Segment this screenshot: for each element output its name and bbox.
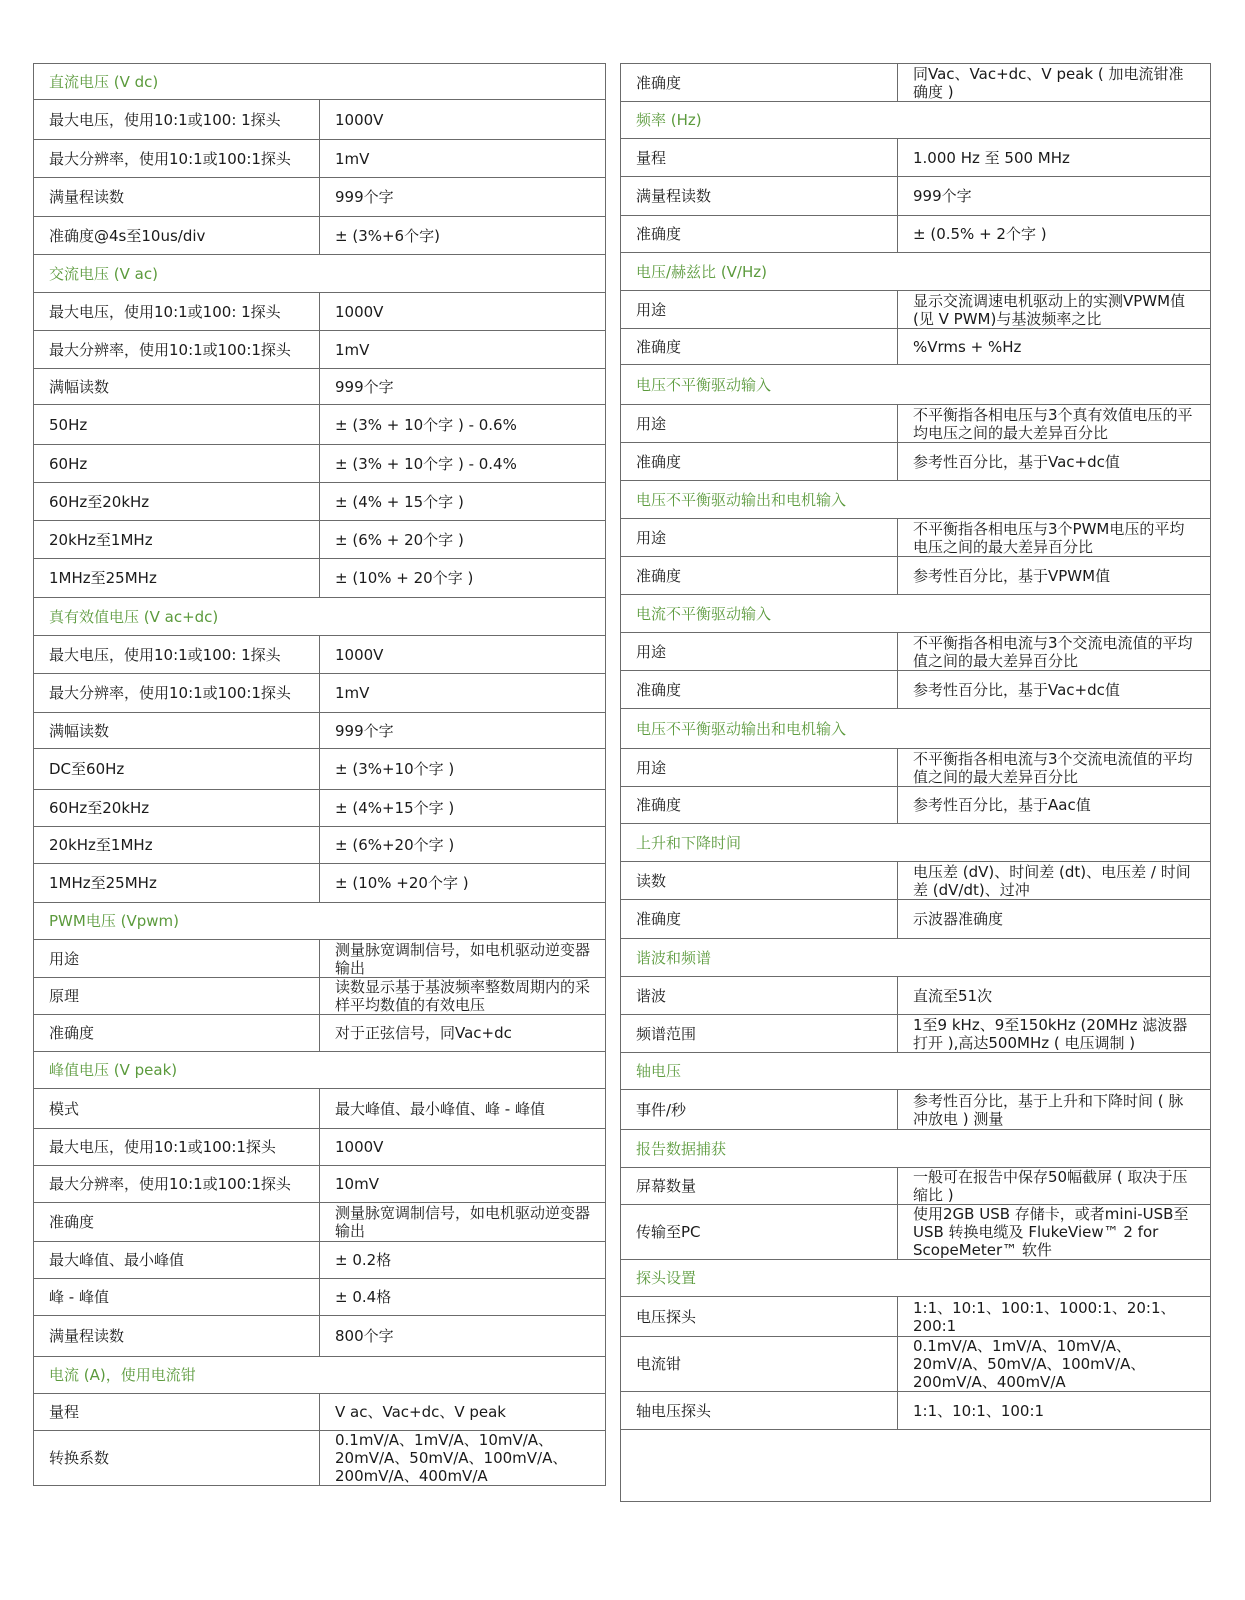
- spec-value: 不平衡指各相电压与3个真有效值电压的平均电压之间的最大差异百分比: [898, 405, 1211, 443]
- spec-value: 参考性百分比，基于Vac+dc值: [898, 671, 1211, 709]
- spec-value: ± (10% + 20个字 ): [320, 559, 606, 598]
- spec-label: 准确度: [621, 329, 898, 365]
- spec-label: 60Hz至20kHz: [34, 790, 320, 827]
- spec-value: 0.1mV/A、1mV/A、10mV/A、20mV/A、50mV/A、100mV/A、200mV/A、400mV/A: [320, 1431, 606, 1486]
- spec-label: 满幅读数: [34, 713, 320, 749]
- spec-value: 1:1、10:1、100:1、1000:1、20:1、200:1: [898, 1297, 1211, 1337]
- spec-label: 20kHz至1MHz: [34, 521, 320, 559]
- spec-table-right: [620, 63, 1211, 1502]
- spec-row: [34, 331, 606, 369]
- spec-row: [621, 443, 1211, 481]
- spec-row: [34, 1203, 606, 1242]
- spec-value: 读数显示基于基波频率整数周期内的采样平均数值的有效电压: [320, 978, 606, 1015]
- spec-value: 800个字: [320, 1316, 606, 1357]
- spec-label: 电流钳: [621, 1337, 898, 1392]
- spec-value: ± 0.4格: [320, 1279, 606, 1316]
- spec-label: 轴电压探头: [621, 1392, 898, 1430]
- spec-value: ± (6%+20个字 ): [320, 827, 606, 864]
- spec-row: [621, 633, 1211, 671]
- spec-value: 1000V: [320, 1129, 606, 1166]
- spec-value: 参考性百分比，基于Aac值: [898, 787, 1211, 824]
- spec-row: [34, 1394, 606, 1431]
- spec-value: %Vrms + %Hz: [898, 329, 1211, 365]
- section-heading: 电压不平衡驱动输出和电机输入: [621, 709, 1211, 749]
- spec-row: [621, 519, 1211, 557]
- spec-row: [621, 1090, 1211, 1130]
- spec-label: 满量程读数: [34, 1316, 320, 1357]
- spec-label: 最大分辨率，使用10:1或100:1探头: [34, 1166, 320, 1203]
- spec-label: 准确度: [621, 557, 898, 595]
- spec-value: ± (10% +20个字 ): [320, 864, 606, 903]
- spec-row: [34, 940, 606, 978]
- spec-label: 最大分辨率，使用10:1或100:1探头: [34, 674, 320, 713]
- spec-row: [34, 790, 606, 827]
- spec-label: 频谱范围: [621, 1015, 898, 1053]
- spec-value: 不平衡指各相电流与3个交流电流值的平均值之间的最大差异百分比: [898, 633, 1211, 671]
- section-heading: 探头设置: [621, 1260, 1211, 1297]
- spec-row: [34, 1166, 606, 1203]
- section-heading-row: [621, 253, 1211, 291]
- section-heading: 电压/赫兹比 (V/Hz): [621, 253, 1211, 291]
- spec-label: 读数: [621, 862, 898, 900]
- section-heading: 电压不平衡驱动输出和电机输入: [621, 481, 1211, 519]
- spec-label: 准确度: [34, 1203, 320, 1242]
- spec-row: [34, 1279, 606, 1316]
- spec-table-right-column: [620, 63, 1211, 1502]
- spec-row: [34, 100, 606, 140]
- spec-value: 电压差 (dV)、时间差 (dt)、电压差 / 时间差 (dV/dt)、过冲: [898, 862, 1211, 900]
- spec-label: 最大峰值、最小峰值: [34, 1242, 320, 1279]
- spec-label: 20kHz至1MHz: [34, 827, 320, 864]
- spec-value: ± (3%+6个字): [320, 217, 606, 255]
- spec-label: 最大电压，使用10:1或100: 1探头: [34, 636, 320, 674]
- spec-label: 最大电压，使用10:1或100:1探头: [34, 1129, 320, 1166]
- spec-value: ± (4%+15个字 ): [320, 790, 606, 827]
- spec-label: 屏幕数量: [621, 1168, 898, 1205]
- spec-value: 使用2GB USB 存储卡，或者mini-USB至USB 转换电缆及 FlukeView™ 2 for ScopeMeter™ 软件: [898, 1205, 1211, 1260]
- spec-value: 0.1mV/A、1mV/A、10mV/A、20mV/A、50mV/A、100mV/A、200mV/A、400mV/A: [898, 1337, 1211, 1392]
- spec-row: [34, 559, 606, 598]
- spec-label: 1MHz至25MHz: [34, 559, 320, 598]
- spec-value: 不平衡指各相电流与3个交流电流值的平均值之间的最大差异百分比: [898, 749, 1211, 787]
- spec-row: [34, 1129, 606, 1166]
- spec-label: 最大分辨率，使用10:1或100:1探头: [34, 140, 320, 178]
- section-heading: PWM电压 (Vpwm): [34, 903, 606, 940]
- spec-label: 模式: [34, 1089, 320, 1129]
- spec-row: [34, 445, 606, 483]
- spec-row: [621, 900, 1211, 939]
- spec-table-left-column: [33, 63, 606, 1486]
- spec-label: 用途: [621, 405, 898, 443]
- spec-value: 测量脉宽调制信号，如电机驱动逆变器输出: [320, 1203, 606, 1242]
- spec-value: 999个字: [320, 178, 606, 217]
- spec-label: 峰 - 峰值: [34, 1279, 320, 1316]
- spec-value: 999个字: [898, 177, 1211, 216]
- spec-row: [34, 140, 606, 178]
- spec-value: 参考性百分比，基于Vac+dc值: [898, 443, 1211, 481]
- spec-value: 1000V: [320, 293, 606, 331]
- section-heading-row: [621, 709, 1211, 749]
- spec-row: [34, 483, 606, 521]
- spec-row: [621, 749, 1211, 787]
- spec-label: 量程: [34, 1394, 320, 1431]
- spec-label: 准确度: [621, 671, 898, 709]
- section-heading-row: [621, 1260, 1211, 1297]
- spec-label: 准确度: [621, 216, 898, 253]
- spec-value: 最大峰值、最小峰值、峰 - 峰值: [320, 1089, 606, 1129]
- spec-row: [621, 1168, 1211, 1205]
- section-heading: 直流电压 (V dc): [34, 64, 606, 100]
- spec-label: 用途: [621, 291, 898, 329]
- spec-value: ± (3%+10个字 ): [320, 749, 606, 790]
- spec-label: 用途: [621, 749, 898, 787]
- spec-label: 原理: [34, 978, 320, 1015]
- spec-row: [621, 557, 1211, 595]
- spec-label: 传输至PC: [621, 1205, 898, 1260]
- spec-row: [34, 827, 606, 864]
- section-heading-row: [621, 481, 1211, 519]
- spec-label: 准确度: [621, 900, 898, 939]
- spec-label: 用途: [621, 633, 898, 671]
- spec-value: 10mV: [320, 1166, 606, 1203]
- section-heading: 上升和下降时间: [621, 824, 1211, 862]
- spec-row: [34, 178, 606, 217]
- spec-label: 准确度@4s至10us/div: [34, 217, 320, 255]
- section-heading: 真有效值电压 (V ac+dc): [34, 598, 606, 636]
- spec-value: 1000V: [320, 636, 606, 674]
- spec-row: [34, 1089, 606, 1129]
- spec-row: [34, 1431, 606, 1486]
- section-heading: 轴电压: [621, 1053, 1211, 1090]
- spec-value: 1:1、10:1、100:1: [898, 1392, 1211, 1430]
- spec-row: [621, 177, 1211, 216]
- spec-row: [34, 521, 606, 559]
- spec-value: 1mV: [320, 140, 606, 178]
- spec-label: 1MHz至25MHz: [34, 864, 320, 903]
- spec-row: [34, 293, 606, 331]
- spec-row: [34, 1316, 606, 1357]
- spec-row: [34, 369, 606, 405]
- spec-row: [34, 217, 606, 255]
- spec-label: 50Hz: [34, 405, 320, 445]
- spec-row: [621, 1297, 1211, 1337]
- spec-table-left: [33, 63, 606, 1486]
- spec-row: [621, 139, 1211, 177]
- spec-row: [621, 1337, 1211, 1392]
- spec-row: [34, 713, 606, 749]
- section-heading-row: [621, 824, 1211, 862]
- spec-label: 准确度: [621, 443, 898, 481]
- spec-row: [34, 749, 606, 790]
- spec-row: [34, 864, 606, 903]
- section-heading: 交流电压 (V ac): [34, 255, 606, 293]
- spec-value: 1mV: [320, 331, 606, 369]
- section-heading-row: [621, 1053, 1211, 1090]
- spec-row: [34, 636, 606, 674]
- spec-label: 量程: [621, 139, 898, 177]
- spec-value: ± (0.5% + 2个字 ): [898, 216, 1211, 253]
- spec-value: 对于正弦信号，同Vac+dc: [320, 1015, 606, 1052]
- spec-value: ± 0.2格: [320, 1242, 606, 1279]
- spec-label: 最大分辨率，使用10:1或100:1探头: [34, 331, 320, 369]
- section-heading: 峰值电压 (V peak): [34, 1052, 606, 1089]
- section-heading-row: [34, 903, 606, 940]
- spec-label: 最大电压，使用10:1或100: 1探头: [34, 100, 320, 140]
- section-heading-row: [34, 1052, 606, 1089]
- spec-row: [34, 1242, 606, 1279]
- spec-value: 不平衡指各相电压与3个PWM电压的平均电压之间的最大差异百分比: [898, 519, 1211, 557]
- spec-row: [621, 1392, 1211, 1430]
- spec-value: V ac、Vac+dc、V peak: [320, 1394, 606, 1431]
- spec-label: 事件/秒: [621, 1090, 898, 1130]
- section-heading-row: [621, 595, 1211, 633]
- spec-value: 一般可在报告中保存50幅截屏 ( 取决于压缩比 ): [898, 1168, 1211, 1205]
- section-heading: 谐波和频谱: [621, 939, 1211, 977]
- section-heading: 电压不平衡驱动输入: [621, 365, 1211, 405]
- spec-label: 转换系数: [34, 1431, 320, 1486]
- spec-label: 电压探头: [621, 1297, 898, 1337]
- spec-label: 准确度: [34, 1015, 320, 1052]
- spec-value: ± (3% + 10个字 ) - 0.4%: [320, 445, 606, 483]
- spec-value: 测量脉宽调制信号，如电机驱动逆变器输出: [320, 940, 606, 978]
- spec-label: 满量程读数: [34, 178, 320, 217]
- spec-value: 显示交流调速电机驱动上的实测VPWM值(见 V PWM)与基波频率之比: [898, 291, 1211, 329]
- spec-value: 1至9 kHz、9至150kHz (20MHz 滤波器打开 ),高达500MHz ( 电压调制 ): [898, 1015, 1211, 1053]
- spec-label: 准确度: [621, 787, 898, 824]
- spec-label: 60Hz至20kHz: [34, 483, 320, 521]
- spec-row: [34, 978, 606, 1015]
- spec-row: [621, 1205, 1211, 1260]
- spec-row: [34, 1015, 606, 1052]
- spec-row: [621, 1015, 1211, 1053]
- empty-cell: [621, 1430, 1211, 1502]
- spec-row: [621, 862, 1211, 900]
- section-heading-row: [34, 255, 606, 293]
- spec-label: 满幅读数: [34, 369, 320, 405]
- spec-value: 999个字: [320, 713, 606, 749]
- spec-row: [621, 977, 1211, 1015]
- spec-label: 最大电压，使用10:1或100: 1探头: [34, 293, 320, 331]
- spec-value: 直流至51次: [898, 977, 1211, 1015]
- spec-value: 参考性百分比，基于上升和下降时间 ( 脉冲放电 ) 测量: [898, 1090, 1211, 1130]
- spec-label: 60Hz: [34, 445, 320, 483]
- section-heading-row: [621, 1130, 1211, 1168]
- empty-row: [621, 1430, 1211, 1502]
- section-heading-row: [34, 1357, 606, 1394]
- spec-label: DC至60Hz: [34, 749, 320, 790]
- spec-value: ± (4% + 15个字 ): [320, 483, 606, 521]
- spec-row: [34, 405, 606, 445]
- spec-value: 1mV: [320, 674, 606, 713]
- spec-row: [621, 405, 1211, 443]
- spec-label: 用途: [621, 519, 898, 557]
- spec-label: 准确度: [621, 64, 898, 102]
- spec-value: 示波器准确度: [898, 900, 1211, 939]
- spec-row: [621, 64, 1211, 102]
- section-heading-row: [34, 64, 606, 100]
- spec-value: 1.000 Hz 至 500 MHz: [898, 139, 1211, 177]
- spec-row: [621, 291, 1211, 329]
- spec-value: ± (6% + 20个字 ): [320, 521, 606, 559]
- section-heading-row: [621, 939, 1211, 977]
- section-heading: 报告数据捕获: [621, 1130, 1211, 1168]
- section-heading-row: [621, 365, 1211, 405]
- spec-row: [621, 671, 1211, 709]
- spec-value: 1000V: [320, 100, 606, 140]
- section-heading: 电流 (A)，使用电流钳: [34, 1357, 606, 1394]
- spec-label: 满量程读数: [621, 177, 898, 216]
- spec-value: 同Vac、Vac+dc、V peak ( 加电流钳准确度 ): [898, 64, 1211, 102]
- section-heading: 电流不平衡驱动输入: [621, 595, 1211, 633]
- section-heading: 频率 (Hz): [621, 102, 1211, 139]
- spec-row: [621, 329, 1211, 365]
- section-heading-row: [34, 598, 606, 636]
- spec-row: [621, 787, 1211, 824]
- section-heading-row: [621, 102, 1211, 139]
- spec-value: 参考性百分比，基于VPWM值: [898, 557, 1211, 595]
- spec-row: [621, 216, 1211, 253]
- spec-row: [34, 674, 606, 713]
- spec-label: 谐波: [621, 977, 898, 1015]
- spec-label: 用途: [34, 940, 320, 978]
- spec-value: 999个字: [320, 369, 606, 405]
- spec-value: ± (3% + 10个字 ) - 0.6%: [320, 405, 606, 445]
